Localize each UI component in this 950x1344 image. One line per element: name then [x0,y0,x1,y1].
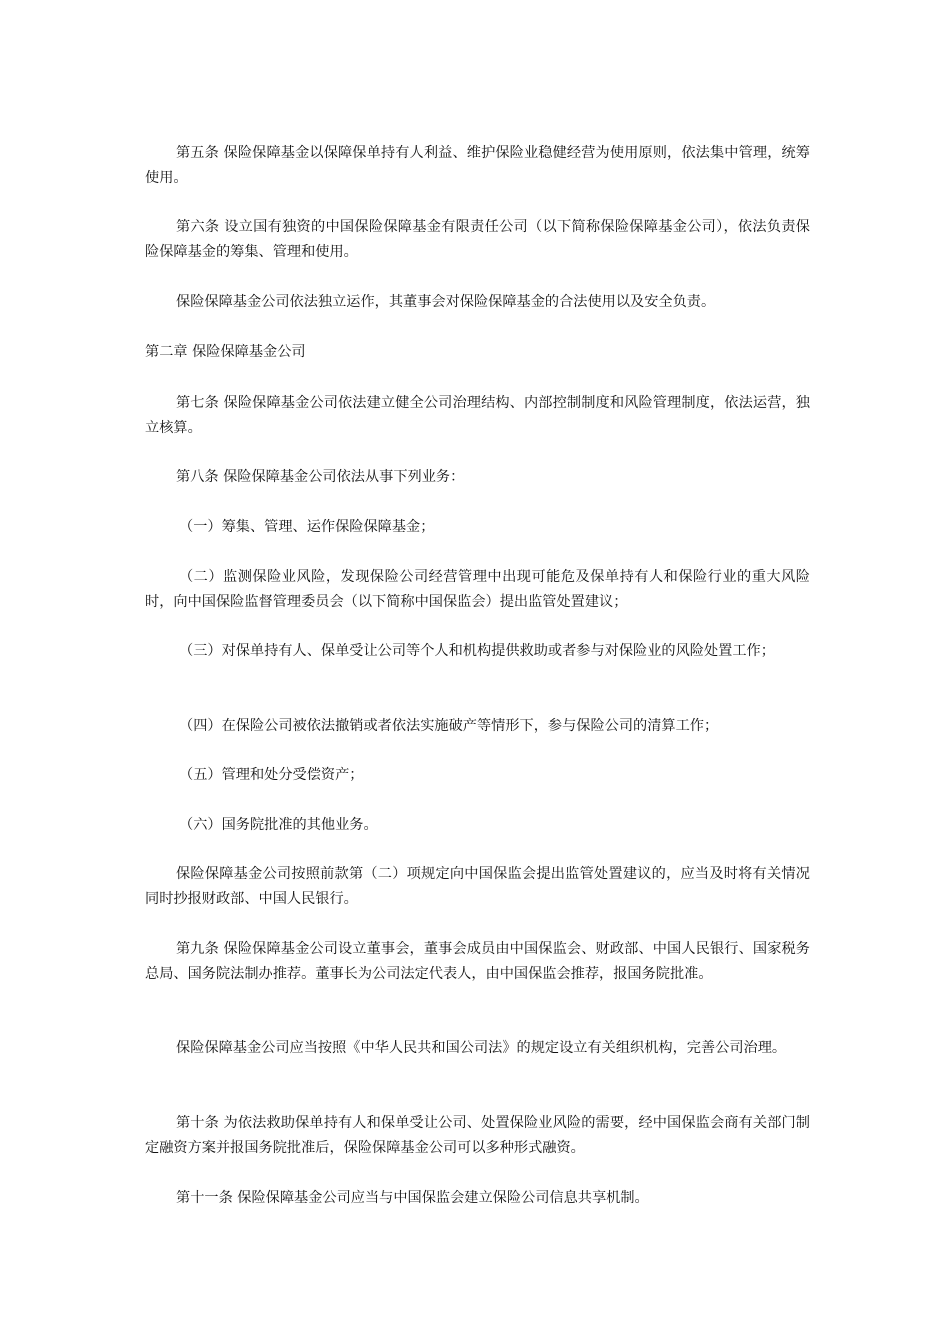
article-8-paragraph-2: 保险保障基金公司按照前款第（二）项规定向中国保监会提出监管处置建议的，应当及时将有关情况同时抄报财政部、中国人民银行。 [145,866,810,907]
article-8-item-3: （三）对保单持有人、保单受让公司等个人和机构提供救助或者参与对保险业的风险处置工作； [179,643,775,659]
article-9: 第九条 保险保障基金公司设立董事会，董事会成员由中国保监会、财政部、中国人民银行、国家税务总局、国务院法制办推荐。董事长为公司法定代表人，由中国保监会推荐，报国务院批准。 [145,941,810,982]
article-10: 第十条 为依法救助保单持有人和保单受让公司、处置保险业风险的需要，经中国保监会商有关部门制定融资方案并报国务院批准后，保险保障基金公司可以多种形式融资。 [145,1115,810,1156]
article-8-item-2: （二）监测保险业风险，发现保险公司经营管理中出现可能危及保单持有人和保险行业的重大风险时，向中国保险监督管理委员会（以下简称中国保监会）提出监管处置建议； [145,569,810,610]
article-8-item-1: （一）筹集、管理、运作保险保障基金； [179,519,435,535]
article-9-paragraph-2: 保险保障基金公司应当按照《中华人民共和国公司法》的规定设立有关组织机构，完善公司治理。 [176,1040,787,1056]
article-7: 第七条 保险保障基金公司依法建立健全公司治理结构、内部控制制度和风险管理制度，依法运营，独立核算。 [145,395,810,436]
article-6: 第六条 设立国有独资的中国保险保障基金有限责任公司（以下简称保险保障基金公司），依法负责保险保障基金的筹集、管理和使用。 [145,219,810,260]
article-6-paragraph-2: 保险保障基金公司依法独立运作，其董事会对保险保障基金的合法使用以及安全负责。 [176,294,716,310]
article-8: 第八条 保险保障基金公司依法从事下列业务： [176,469,465,485]
article-5: 第五条 保险保障基金以保障保单持有人利益、维护保险业稳健经营为使用原则，依法集中管理，统筹使用。 [145,145,810,186]
chapter-2-heading: 第二章 保险保障基金公司 [145,344,306,360]
article-8-item-6: （六）国务院批准的其他业务。 [179,817,378,833]
article-8-item-5: （五）管理和处分受偿资产； [179,767,364,783]
article-8-item-4: （四）在保险公司被依法撤销或者依法实施破产等情形下，参与保险公司的清算工作； [179,718,719,734]
article-11: 第十一条 保险保障基金公司应当与中国保监会建立保险公司信息共享机制。 [176,1190,649,1206]
